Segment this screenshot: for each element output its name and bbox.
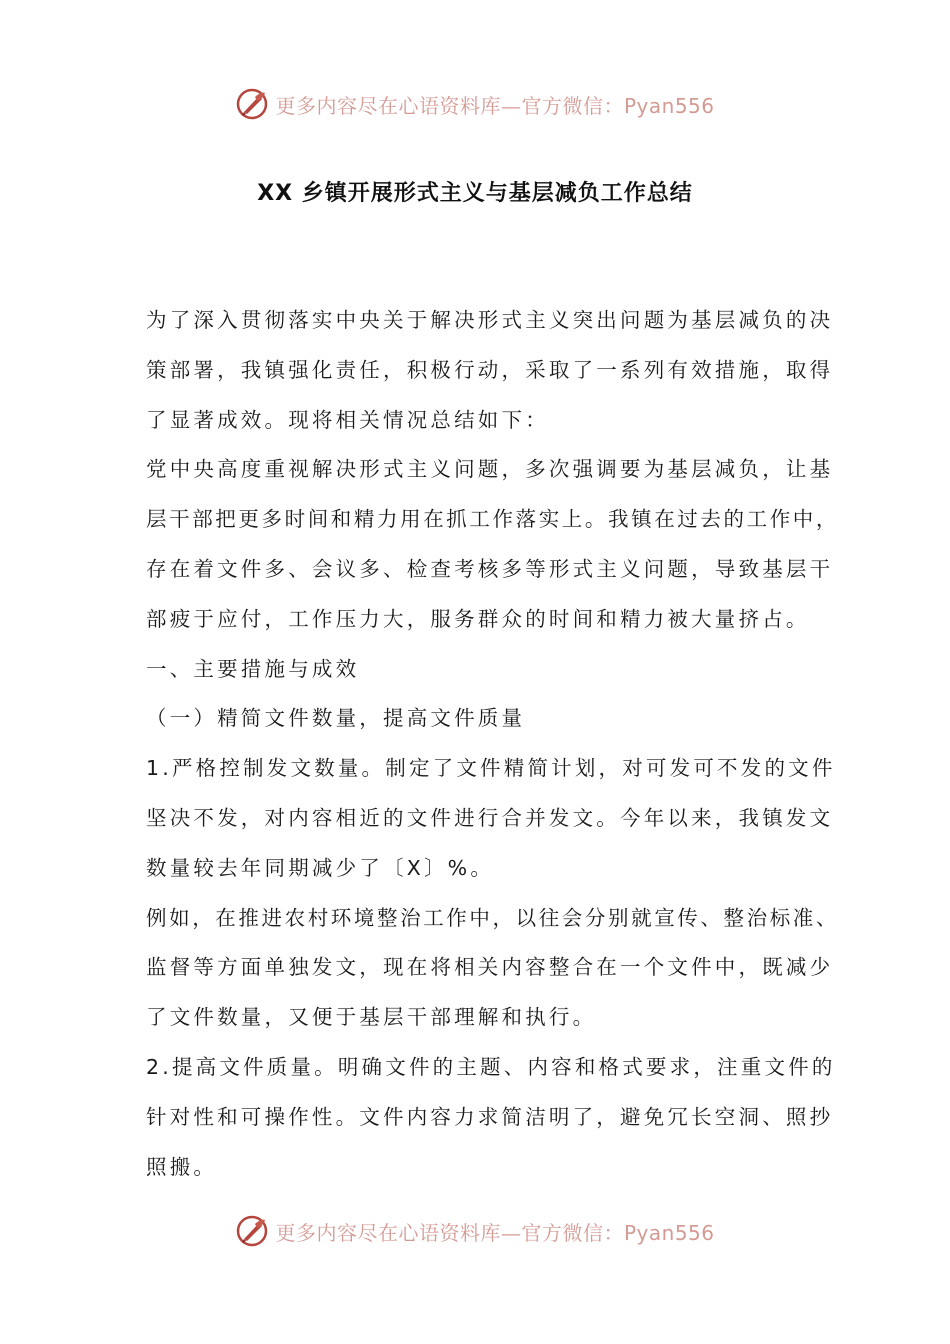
body-line: 监督等方面单独发文，现在将相关内容整合在一个文件中，既减少: [146, 955, 834, 980]
body-line: 1.严格控制发文数量。制定了文件精简计划，对可发可不发的文件: [146, 756, 836, 781]
watermark-group: [235, 1214, 714, 1248]
watermark-text: [275, 90, 714, 119]
watermark-text: [275, 1217, 714, 1246]
body-line: 策部署，我镇强化责任，积极行动，采取了一系列有效措施，取得: [146, 357, 834, 382]
section-heading: 一、主要措施与成效: [146, 656, 360, 681]
watermark-group: [235, 87, 714, 121]
body-line: 照搬。: [146, 1154, 218, 1179]
watermark-wechat-id: Pyan556: [623, 1220, 715, 1245]
body-line: 坚决不发，对内容相近的文件进行合并发文。今年以来，我镇发文: [146, 805, 834, 830]
header-watermark: [0, 84, 950, 124]
document-title: XX 乡镇开展形式主义与基层减负工作总结: [257, 181, 693, 206]
watermark-label: 更多内容尽在心语资料库—官方微信：: [275, 93, 624, 118]
body-line: 了显著成效。现将相关情况总结如下：: [146, 407, 549, 432]
body-line: 数量较去年同期减少了〔X〕%。: [146, 855, 495, 880]
document-body: [146, 296, 839, 1192]
body-line: 为了深入贯彻落实中央关于解决形式主义突出问题为基层减负的决: [146, 308, 834, 332]
body-line: 针对性和可操作性。文件内容力求简洁明了，避免冗长空洞、照抄: [146, 1104, 834, 1129]
body-line: 部疲于应付，工作压力大，服务群众的时间和精力被大量挤占。: [146, 606, 810, 631]
body-line: 了文件数量，又便于基层干部理解和执行。: [146, 1005, 597, 1030]
watermark-label: 更多内容尽在心语资料库—官方微信：: [275, 1220, 624, 1245]
body-line: 层干部把更多时间和精力用在抓工作落实上。我镇在过去的工作中，: [146, 507, 839, 532]
body-line: 存在着文件多、会议多、检查考核多等形式主义问题，导致基层干: [146, 556, 834, 581]
body-line: 例如，在推进农村环境整治工作中，以往会分别就宣传、整治标准、: [146, 905, 839, 930]
quill-pen-logo-icon: [235, 1214, 269, 1248]
quill-pen-logo-icon: [235, 87, 269, 121]
footer-watermark: [0, 1211, 950, 1251]
subsection-heading: （一）精简文件数量，提高文件质量: [146, 706, 526, 731]
watermark-wechat-id: Pyan556: [623, 93, 715, 118]
body-line: 2.提高文件质量。明确文件的主题、内容和格式要求，注重文件的: [146, 1054, 836, 1079]
body-line: 党中央高度重视解决形式主义问题，多次强调要为基层减负，让基: [146, 457, 834, 482]
